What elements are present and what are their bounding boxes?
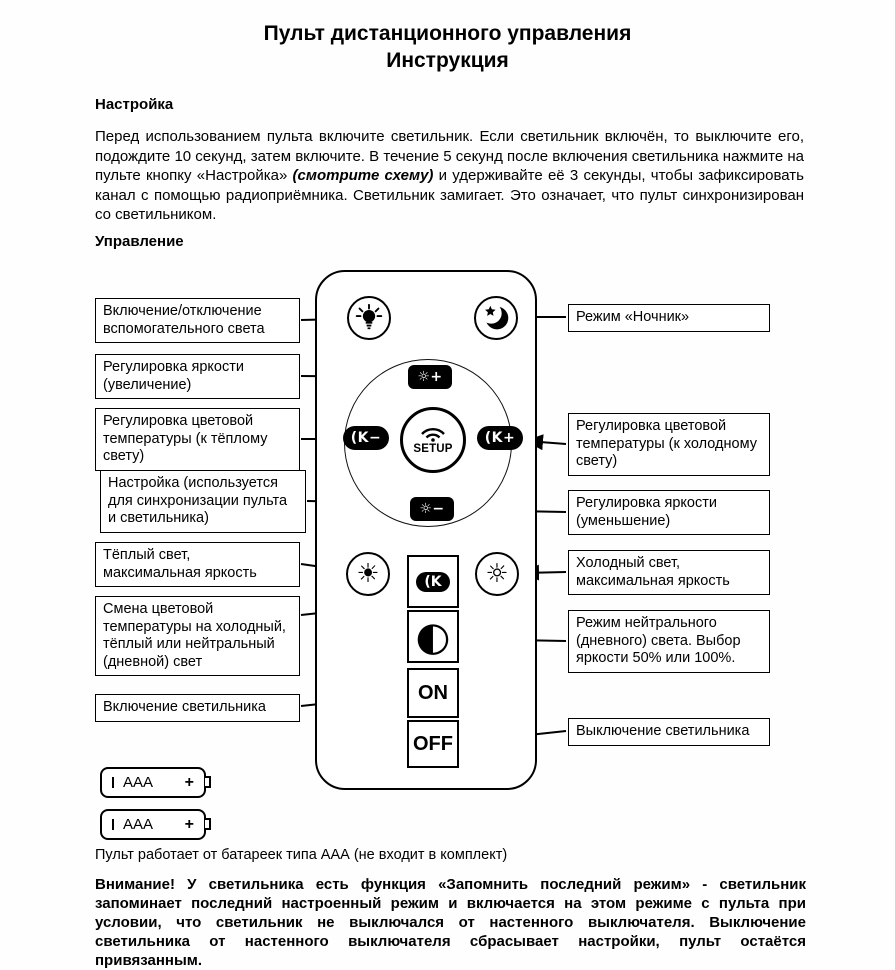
aux-light-button [347,296,391,340]
battery-terminal-nub [205,776,211,788]
neutral-mode-button [407,610,459,663]
warm-temp-icon: (K− [350,430,382,446]
brightness-down-button [410,497,454,521]
callout-night-mode: Режим «Ночник» [568,304,770,332]
cold-temp-icon: (K+ [484,430,516,446]
battery-type-label: AAA [123,774,154,791]
callout-brightness-down: Регулировка яркости (уменьшение) [568,490,770,535]
on-button [407,668,459,718]
warning-paragraph: Внимание! У светильника есть функция «Запомнить последний режим» - светильник запоминает последний настроенный режим и включается на этом режиме с пульта при условии, что светильник не выключался от настенного выключателя. Выключение светильника от настенного выключателя сбрасывает настройки, пульт остаётся привязанным. [95,876,806,969]
on-label: ON [418,681,448,704]
callout-power-off: Выключение светильника [568,718,770,746]
temp-cycle-button [407,555,459,608]
remote-diagram [0,270,895,855]
off-button [407,720,459,768]
battery-minus-tick [112,819,114,830]
brightness-down-icon: ☼− [419,501,445,517]
wifi-icon [419,426,447,442]
title-line-1: Пульт дистанционного управления [263,22,632,45]
callout-warm-max: Тёплый свет, максимальная яркость [95,542,300,587]
bulb-icon [352,301,386,335]
setup-label: SETUP [413,442,453,455]
title-line-2: Инструкция [386,49,509,72]
cool-sun-icon: ☼ [485,559,509,589]
half-circle-icon: ◐ [415,613,451,660]
cold-temp-button [477,426,523,450]
callout-aux-light: Включение/отключение вспомогательного света [95,298,300,343]
callout-warm-temp: Регулировка цветовой температуры (к тёплому свету) [95,408,300,471]
battery-aaa-1 [100,767,206,798]
night-mode-button [474,296,518,340]
cool-light-button [475,552,519,596]
warm-sun-icon: ☀ [356,559,380,589]
battery-aaa-2 [100,809,206,840]
star-crescent-icon [479,301,513,335]
callout-cold-max: Холодный свет, максимальная яркость [568,550,770,595]
off-label: OFF [413,732,453,755]
battery-terminal-nub [205,818,211,830]
callout-neutral-mode: Режим нейтрального (дневного) света. Выбор яркости 50% или 100%. [568,610,770,673]
callout-temp-cycle: Смена цветовой температуры на холодный, тёплый или нейтральный (дневной) свет [95,596,300,676]
page-title [0,20,895,74]
setup-text-after: и удерживайте её 3 секунды, чтобы зафиксировать канал с помощью радиоприёмника. Светильник замигает. Это означает, что пульт синхронизирован со светильником. [95,167,804,223]
callout-setup: Настройка (используется для синхронизации пульта и светильника) [100,470,306,533]
warm-light-button [346,552,390,596]
callout-cold-temp: Регулировка цветовой температуры (к холодному свету) [568,413,770,476]
battery-caption: Пульт работает от батареек типа ААА (не входит в комплект) [95,847,508,863]
callout-brightness-up: Регулировка яркости (увеличение) [95,354,300,399]
battery-minus-tick [112,777,114,788]
battery-type-label: AAA [123,816,154,833]
brightness-up-icon: ☼+ [417,369,443,385]
setup-heading: Настройка [95,96,174,113]
setup-text-before: Перед использованием пульта включите светильник. Если светильник включён, то выключите его, подождите 10 секунд, затем включите. В течение 5 секунд после включения светильника нажмите на пульте кнопку «Настройка» [95,128,804,184]
temp-cycle-icon: (K [416,572,449,592]
setup-button [400,407,466,473]
brightness-up-button [408,365,452,389]
setup-paragraph [95,127,804,225]
battery-plus-sign: + [184,773,194,791]
battery-plus-sign: + [184,815,194,833]
setup-text-italic: (смотрите схему) [292,167,434,184]
warm-temp-button [343,426,389,450]
control-heading: Управление [95,233,184,250]
callout-power-on: Включение светильника [95,694,300,722]
